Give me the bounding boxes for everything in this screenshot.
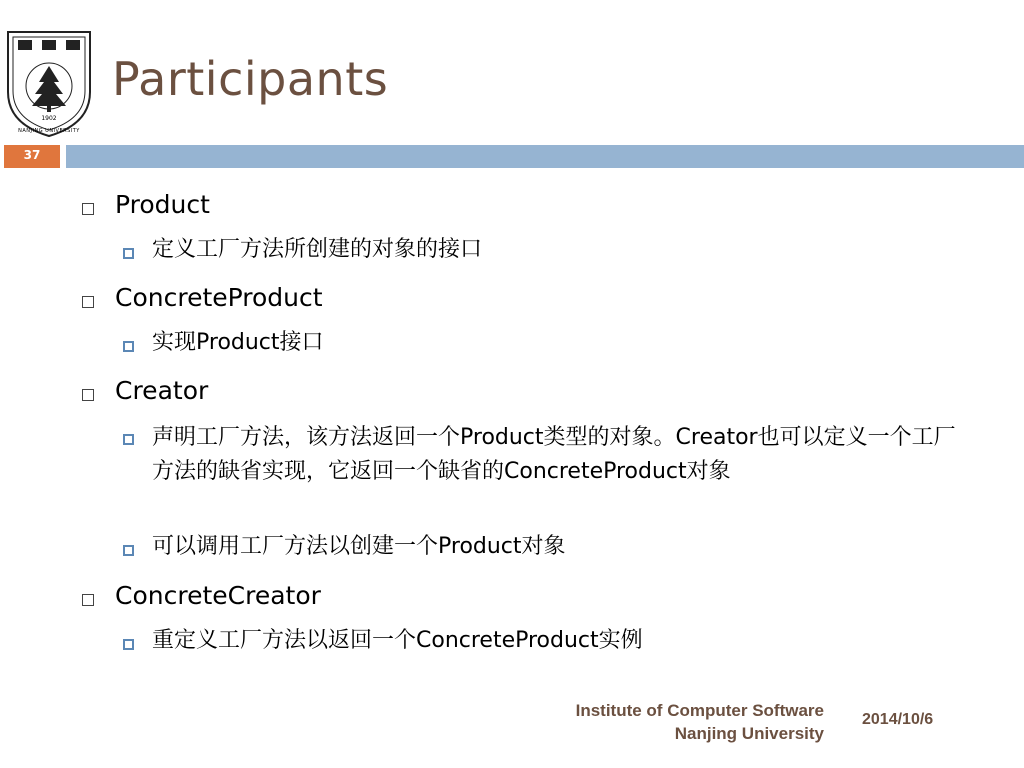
sub-bullet-square-icon [123,434,134,445]
bullet-heading: ConcreteCreator [115,581,321,610]
bullet-square-icon [82,594,94,606]
slide-title: Participants [112,52,389,106]
bullet-square-icon [82,389,94,401]
footer-date: 2014/10/6 [862,711,934,728]
sub-bullet-text: 声明工厂方法，该方法返回一个Product类型的对象。Creator也可以定义一个工厂方法的缺省实现，它返回一个缺省的ConcreteProduct对象 [152,425,956,484]
nanjing-university-logo [4,28,94,140]
bullet-square-icon [82,203,94,215]
sub-bullet-text: 重定义工厂方法以返回一个ConcreteProduct实例 [152,628,643,653]
sub-bullet-square-icon [123,248,134,259]
sub-bullet-square-icon [123,639,134,650]
sub-bullet-square-icon [123,545,134,556]
sub-bullet-text: 定义工厂方法所创建的对象的接口 [152,237,483,262]
footer-institute [576,699,824,745]
logo-ring-text: NANJING UNIVERSITY [18,128,80,134]
sub-bullet-text: 可以调用工厂方法以创建一个Product对象 [152,534,566,559]
bullet-square-icon [82,296,94,308]
logo-year: 1902 [41,115,57,122]
bullet-heading: Product [115,190,210,219]
bullet-heading: ConcreteProduct [115,283,323,312]
sub-bullet-text: 实现Product接口 [152,330,324,355]
bullet-heading: Creator [115,376,209,405]
sub-bullet-square-icon [123,341,134,352]
footer-institute-line2: Nanjing University [674,724,824,743]
footer-institute-line1: Institute of Computer Software [575,701,824,720]
title-accent-bar [66,145,1024,168]
slide-number: 37 [4,145,60,168]
